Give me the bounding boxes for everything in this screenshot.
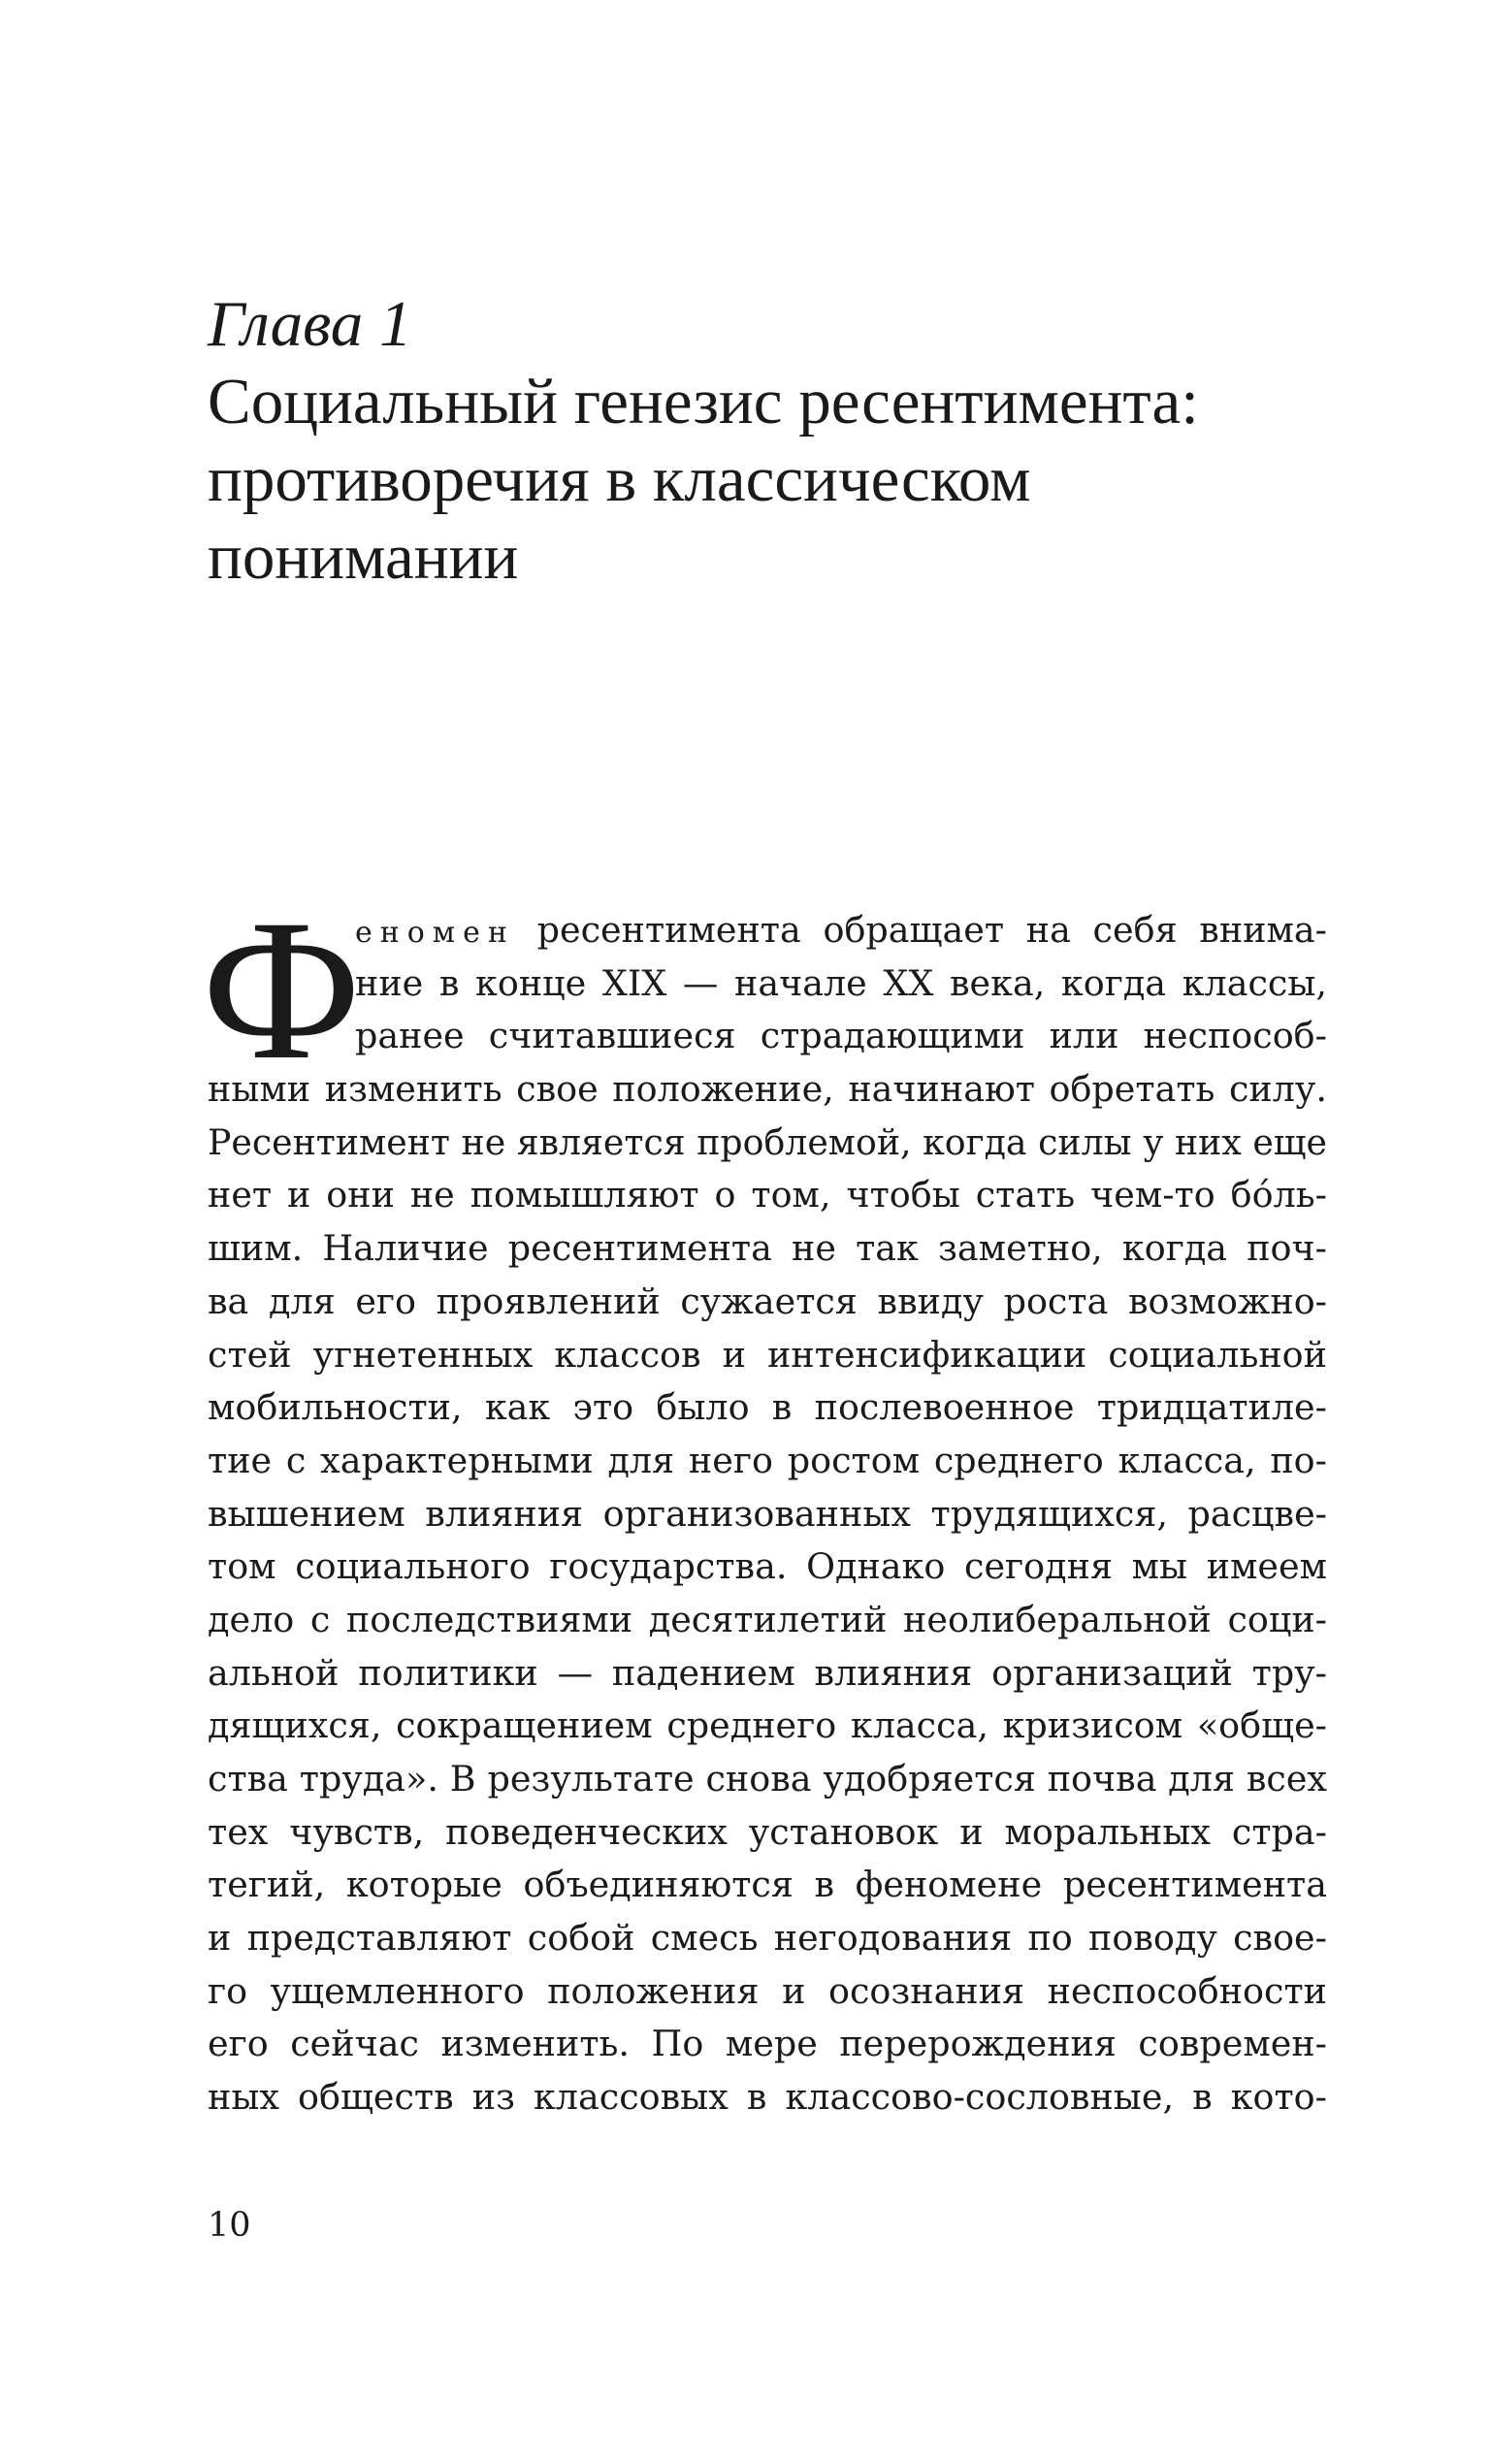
text-line: его сейчас изменить. По мере перерождения современ-: [208, 2023, 1327, 2065]
chapter-title-line: Социальный генезис ресентимента:: [208, 366, 1199, 438]
text-line: альной политики — падением влияния организаций тру-: [208, 1651, 1327, 1694]
chapter-title-line: понимании: [208, 521, 519, 593]
text-line: том социального государства. Однако сегодня мы имеем: [208, 1545, 1327, 1588]
text-line: Ресентимент не является проблемой, когда силы у них еще: [208, 1120, 1327, 1163]
text-line: тех чувств, поведенческих установок и моральных стра-: [208, 1810, 1327, 1853]
text-line: [208, 904, 1327, 957]
text-line: тегий, которые объединяются в феномене ресентимента: [208, 1864, 1327, 1906]
page-number: 10: [208, 2206, 251, 2245]
text-line: и представляют собой смесь негодования по поводу свое-: [208, 1917, 1327, 1960]
text-line: вышением влияния организованных трудящихся, расцве-: [208, 1492, 1327, 1535]
drop-cap: Ф: [202, 878, 362, 1101]
chapter-heading: [208, 286, 1352, 596]
first-line-rest: ресентимента обращает на себя внима-: [514, 909, 1327, 951]
first-word-small-caps: еномен: [355, 916, 515, 950]
text-line: дело с последствиями десятилетий неолиберальной соци-: [208, 1598, 1327, 1640]
text-line: ранее считавшиеся страдающими или неспособ-: [355, 1015, 1327, 1057]
text-line: ние в конце XIX — начале XX века, когда классы,: [355, 961, 1327, 1004]
text-line: ва для его проявлений сужается ввиду роста возможно-: [208, 1280, 1327, 1322]
text-line: шим. Наличие ресентимента не так заметно, когда поч-: [208, 1227, 1327, 1270]
text-line: ных обществ из классовых в классово-сословные, в кото-: [208, 2076, 1327, 2119]
chapter-title-line: противоречия в классическом: [208, 443, 1031, 515]
chapter-label: Глава 1: [208, 288, 412, 360]
text-line: дящихся, сокращением среднего класса, кризисом «обще-: [208, 1704, 1327, 1747]
text-line: го ущемленного положения и осознания неспособности: [208, 1969, 1327, 2012]
text-line: ными изменить свое положение, начинают обретать силу.: [208, 1068, 1327, 1111]
text-line: мобильности, как это было в послевоенное тридцатиле-: [208, 1386, 1327, 1429]
text-line: нет и они не помышляют о том, чтобы стать чем-то бóль-: [208, 1174, 1327, 1216]
body-paragraph: [202, 878, 1327, 2124]
text-line: стей угнетенных классов и интенсификации социальной: [208, 1333, 1327, 1376]
text-line: ства труда». В результате снова удобряется почва для всех: [208, 1758, 1327, 1799]
text-line: тие с характерными для него ростом среднего класса, по-: [208, 1439, 1327, 1481]
